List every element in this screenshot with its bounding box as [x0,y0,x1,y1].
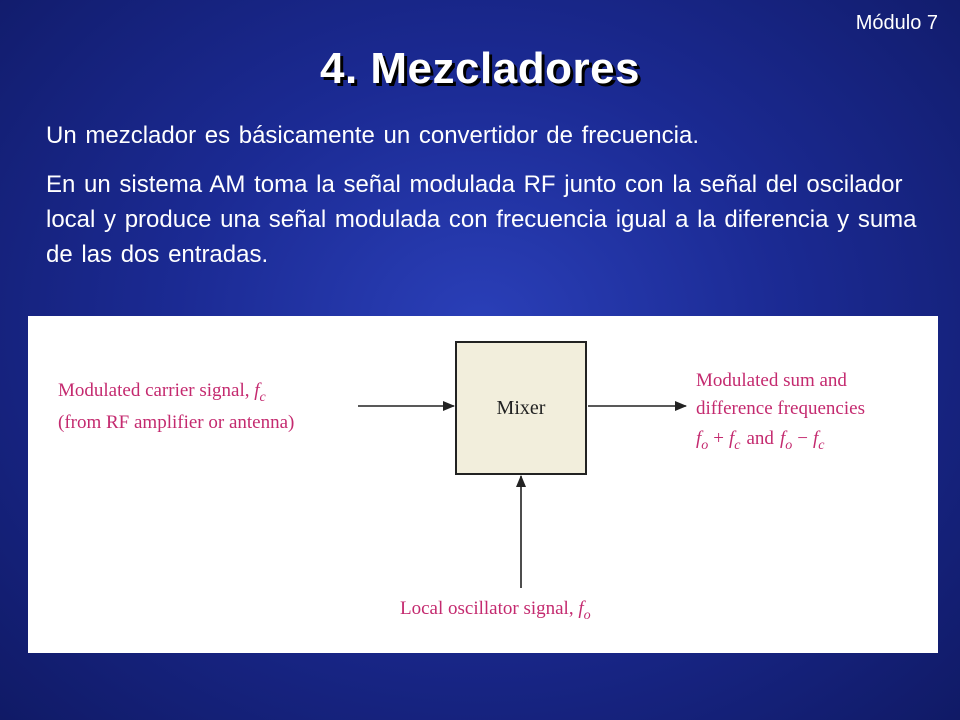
output-label-line1: Modulated sum and [696,370,847,391]
page-title: 4. Mezcladores [319,44,641,93]
mixer-diagram [28,316,938,653]
intro-paragraph: Un mezclador es básicamente un convertidor de frecuencia. [46,122,699,149]
module-number: Módulo 7 [855,12,938,34]
output-label-line2: difference frequencies [696,398,865,419]
description-paragraph: En un sistema AM toma la señal modulada RF junto con la señal del oscilador local y produce una señal modulada con frecuencia igual a la diferencia y suma de las dos entradas. [46,171,917,268]
carrier-label-line2: (from RF amplifier or antenna) [58,412,295,433]
local-oscillator-label: Local oscillator signal, $f_o$ [400,598,591,623]
output-label-line3: $f_o + f_c$ and $f_o - f_c$ [696,428,825,453]
mixer-diagram-svg [28,316,938,653]
carrier-label-line1: Modulated carrier signal, $f_c$ [58,380,266,405]
mixer-label: Mixer [496,397,546,419]
